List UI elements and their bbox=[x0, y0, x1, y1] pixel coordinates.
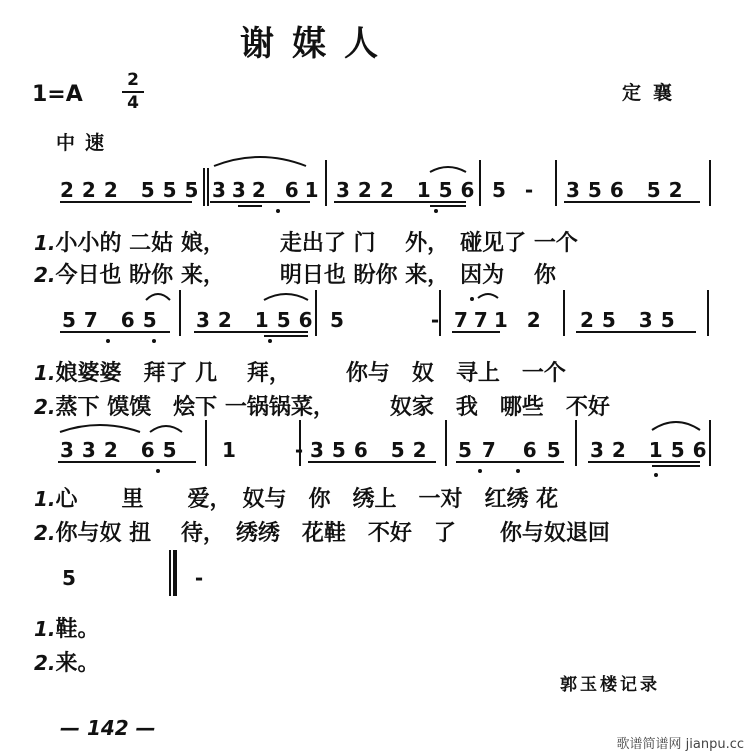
measure-notes: 57 65 bbox=[458, 438, 571, 462]
octave-dot bbox=[106, 339, 110, 343]
tempo-marking: 中速 bbox=[56, 132, 115, 154]
lyric-text: 心 里 爱， 奴与 你 绣上 一对 红绣 花 bbox=[55, 487, 559, 512]
measure-notes: 57 65 bbox=[62, 308, 165, 332]
lyric-text: 娘婆婆 拜了 几 拜， 你与 奴 寻上 一个 bbox=[55, 361, 566, 386]
lyric-text: 今日也 盼你 来， 明日也 盼你 来， 因为 你 bbox=[55, 263, 556, 288]
slur bbox=[430, 167, 466, 172]
measure-notes: 5 - bbox=[492, 178, 540, 202]
slur bbox=[60, 425, 140, 432]
slur bbox=[264, 294, 308, 300]
verse-number: 2. bbox=[34, 263, 56, 287]
transcriber-credit: 郭玉楼记录 bbox=[560, 675, 660, 695]
lyric-text: 鞋。 bbox=[55, 617, 100, 642]
measure-notes: 322 156 bbox=[336, 178, 483, 202]
measure-notes: 32 156 bbox=[590, 438, 715, 462]
octave-dot bbox=[654, 473, 658, 477]
measure-notes: 5 - bbox=[330, 308, 480, 332]
page-number: — 142 — bbox=[60, 716, 156, 740]
measure-notes: 771 2 bbox=[454, 308, 547, 332]
verse-number: 1. bbox=[34, 361, 56, 385]
verse-number: 1. bbox=[34, 617, 56, 641]
slur bbox=[150, 426, 182, 432]
site-watermark: 歌谱简谱网 jianpu.cc bbox=[616, 737, 744, 752]
lyric-text: 蒸下 馍馍 烩下 一锅锅菜， 奴家 我 哪些 不好 bbox=[55, 395, 610, 420]
slur bbox=[214, 157, 306, 166]
measure-notes: 332 61 bbox=[212, 178, 325, 202]
octave-dot bbox=[434, 209, 438, 213]
verse-number: 1. bbox=[34, 487, 56, 511]
octave-dot bbox=[156, 469, 160, 473]
verse-number: 1. bbox=[34, 231, 56, 255]
lyric-text: 小小的 二姑 娘， 走出了 门 外， 碰见了 一个 bbox=[55, 231, 578, 256]
time-signature-bottom: 4 bbox=[127, 93, 139, 113]
key-signature: 1=A bbox=[32, 82, 83, 107]
lyric-text: 来。 bbox=[55, 651, 100, 676]
octave-dot bbox=[470, 297, 474, 301]
octave-dot bbox=[152, 339, 156, 343]
time-signature-top: 2 bbox=[127, 70, 139, 90]
measure-notes: 356 52 bbox=[310, 438, 435, 462]
measure-notes: 25 35 bbox=[580, 308, 683, 332]
measure-notes: 1 - bbox=[222, 438, 330, 462]
measure-notes: 222 555 bbox=[60, 178, 207, 202]
octave-dot bbox=[268, 339, 272, 343]
verse-number: 2. bbox=[34, 651, 56, 675]
verse-number: 2. bbox=[34, 521, 56, 545]
slur bbox=[652, 422, 700, 430]
lyric-text: 你与奴 扭 待， 绣绣 花鞋 不好 了 你与奴退回 bbox=[55, 521, 610, 546]
octave-dot bbox=[516, 469, 520, 473]
octave-dot bbox=[478, 469, 482, 473]
region-label: 定襄 bbox=[622, 82, 685, 104]
slur bbox=[478, 294, 498, 298]
octave-dot bbox=[276, 209, 280, 213]
slur bbox=[146, 294, 170, 300]
measure-notes: 356 52 bbox=[566, 178, 691, 202]
measure-notes: 32 156 bbox=[196, 308, 321, 332]
song-title: 谢媒人 bbox=[240, 24, 396, 64]
verse-number: 2. bbox=[34, 395, 56, 419]
measure-notes: 332 65 bbox=[60, 438, 185, 462]
measure-notes: 5 - bbox=[62, 566, 260, 590]
